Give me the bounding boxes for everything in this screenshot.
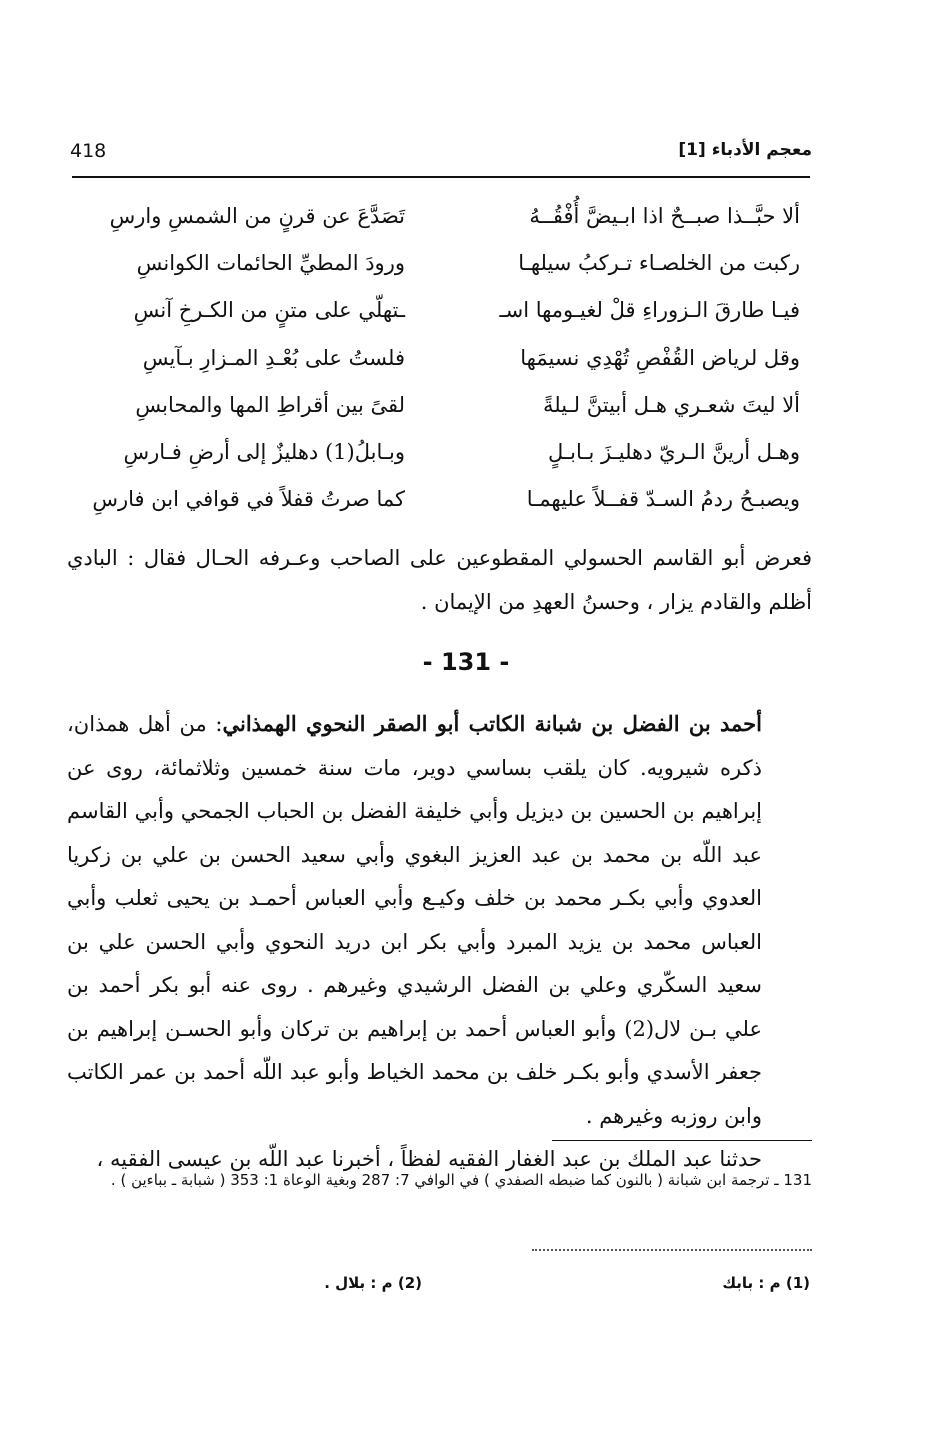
- verse-second-hemistich: تَصَدَّعَ عن قرنٍ من الشمسِ وارسِ: [109, 204, 405, 228]
- entry-biography: : من أهل همذان، ذكره شيرويه. كان يلقب بساسي دوير، مات سنة خمسين وثلاثمائة، روى عن إبراهيم بن الحسين بن ديزيل وأبي خليفة الفضل بن الحباب الجمحي وأبي القاسم عبد اللّه بن محمد بن عبد العزيز البغوي وأبي سعيد الحسن بن علي بن زكريا العدوي وأبي بكـر محمد بن خلف وكيـع وأبي العباس أحمـد بن يحيى ثعلب وأبي العباس محمد بن يزيد المبرد وأبي بكر ابن دريد النحوي وأبي الحسن علي بن سعيد السكّري وعلي بن الفضل الرشيدي وغيرهم . روى عنه أبو بكر أحمد بن علي بـن لال(2) وأبو العباس أحمد بن إبراهيم بن تركان وأبو الحسـن إبراهيم بن جعفر الأسدي وأبو بكـر خلف بن محمد الخياط وأبو عبد اللّه أحمد بن عمر الكاتب وابن روزبه وغيرهم .: [67, 712, 762, 1128]
- poem-verse: [80, 440, 800, 484]
- verse-second-hemistich: فلستُ على بُعْـدِ المـزارِ بـآيسِ: [142, 346, 405, 370]
- verse-first-hemistich: ألا حبَّــذا صبــحٌ اذا ابـيضَّ أُفْقُــهُ: [529, 204, 800, 228]
- running-header-title: معجم الأدباء [1]: [678, 140, 812, 160]
- prose-after-poem: فعرض أبو القاسم الحسولي المقطوعين على الصاحب وعـرفه الحـال فقال : البادي أظلم والقادم يزار ، وحسنُ العهدِ من الإيمان .: [67, 546, 812, 614]
- poem-verse: [80, 251, 800, 295]
- entry-body: [67, 702, 812, 1182]
- page-number: 418: [70, 140, 107, 162]
- verse-second-hemistich: لقىً بين أقراطِ المها والمحابسِ: [135, 393, 405, 417]
- verse-first-hemistich: وقل لرياض القُفْصِ تُهْدِي نسيمَها: [520, 346, 800, 370]
- verse-second-hemistich: وبـابلُ(1) دهليزٌ إلى أرضِ فـارسِ: [123, 440, 405, 464]
- verse-first-hemistich: ركبت من الخلصـاء تـركبُ سيلهـا: [518, 251, 800, 275]
- verse-first-hemistich: ألا ليتَ شعـري هـل أبيتنَّ لـيلةً: [542, 393, 800, 417]
- verse-second-hemistich: كما صرتُ قفلاً في قوافي ابن فارسِ: [92, 487, 405, 511]
- header-divider: [72, 176, 810, 178]
- verse-second-hemistich: ـتهلّي على متنٍ من الكـرخِ آنسِ: [133, 298, 405, 322]
- footnote-dotted-divider: [532, 1249, 812, 1251]
- poem-verse: [80, 298, 800, 342]
- poem-verse: [80, 393, 800, 437]
- footnote-1: (1) م : بابك: [722, 1274, 810, 1292]
- poem-verse: [80, 487, 800, 531]
- entry-number: - 131 -: [422, 648, 510, 676]
- entry-biography-paragraph: [67, 702, 812, 1138]
- verse-first-hemistich: ويصبـحُ ردمُ السـدّ قفــلاً عليهمـا: [526, 487, 800, 511]
- verse-first-hemistich: وهـل أرينَّ الـريّ دهليـزَ بـابـلٍ: [548, 440, 800, 464]
- footnote-2: (2) م : بلال .: [324, 1274, 422, 1292]
- entry-hadith: حدثنا عبد الملك بن عبد الغفار الفقيه لفظاً ، أخبرنا عبد اللّه بن عيسى الفقيه ،: [96, 1147, 762, 1171]
- footnote-divider: [552, 1140, 812, 1141]
- footnote-source: 131 ـ ترجمة ابن شبانة ( بالنون كما ضبطه الصفدي ) في الوافي 7: 287 وبغية الوعاة 1: 353 ( شبابة ـ بباءين ) .: [110, 1171, 812, 1189]
- poem-verse: [80, 204, 800, 248]
- verse-first-hemistich: فيـا طارقَ الـزوراءِ قلْ لغيـومها اسـ: [499, 298, 800, 322]
- poem-verse: [80, 346, 800, 390]
- verse-second-hemistich: ورودَ المطيِّ الحائمات الكوانسِ: [136, 251, 405, 275]
- entry-name: أحمد بن الفضل بن شبانة الكاتب أبو الصقر النحوي الهمذاني: [222, 711, 762, 736]
